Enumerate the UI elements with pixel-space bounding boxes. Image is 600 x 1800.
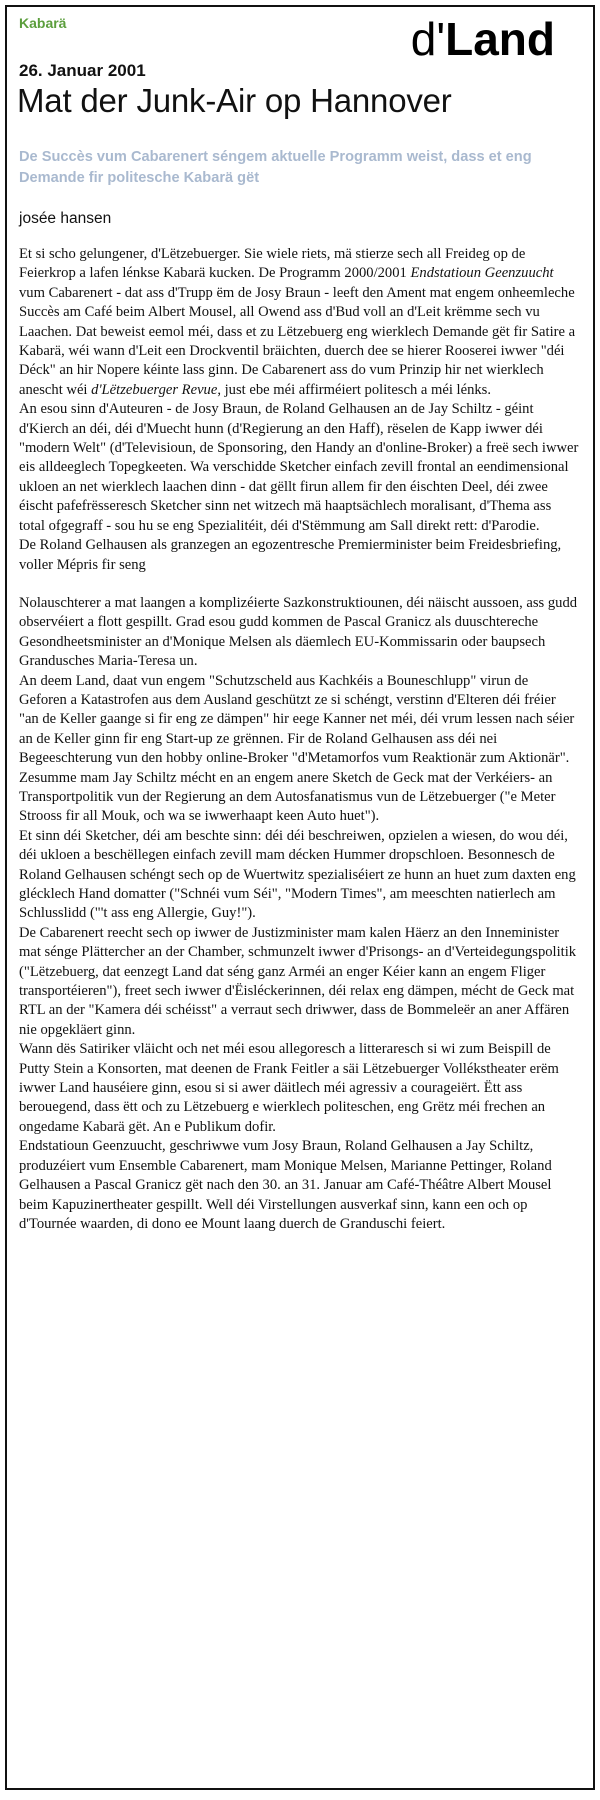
article-headline: Mat der Junk-Air op Hannover <box>17 82 452 119</box>
paragraph-4: Nolauschterer a mat laangen a komplizéierte Sazkonstruktiounen, déi näischt aussoen, ass gudd observéiert a flott gespillt. Grad esou gudd kommen de Pascal Granicz als duuschtereche Gesondheetsminister an d'Monique Melsen als däemlech EU-Kommissarin oder baupsech Grandusches Maria-Teresa un. <box>19 594 578 670</box>
logo-word: Land <box>445 13 555 65</box>
paragraph-1-text-c: , just ebe méi affirméiert politesch a méi lénks. <box>217 381 492 398</box>
paragraph-2: An esou sinn d'Auteuren - de Josy Braun, de Roland Gelhausen an de Jay Schiltz - géint d'Kierch an déi, déi d'Muecht hunn (d'Regierung an den Haff), rëselen de Kapp iwwer déi "modern Welt" (d'Televisioun, de Sponsoring, den Handy an d'online-Broker) a freë sech iwwer eis alldeeglech Topegkeeten. Wa verschidde Sketcher einfach zevill frontal an eendimensional ukloen an net wierklech laachen dinn - dat gëllt firun allem fir den éischten Deel, déi zwee éischt pafefrësseresch Sketcher sinn net witzech mä haaptsächlech moralisant, d'Thema ass total ofgegraff - sou hu se eng Spezialitéit, déi d'Stëmmung am Sall direkt rett: d'Parodie. <box>19 401 579 534</box>
programme-title: Endstatioun Geenzuucht <box>410 265 554 282</box>
paragraph-8: Wann dës Satiriker vläicht och net méi esou allegoresch a litteraresch si wi zum Beispill de Putty Stein a Konsorten, mat deenen de Frank Feitler a säi Lëtzebuerger Vollékstheater erëm iwwer Land hauséiere ginn, esou si si awer däitlech méi agressiv a courageiërt. Ëtt ass berouegend, dass ëtt och zu Lëtzebuerg e wierklech politeschen, eng Grëtz méi frechen an ongedame Kabarä gët. An e Publikum dofir. <box>19 1041 559 1135</box>
revue-title: d'Lëtzebuerger Revue <box>91 381 218 398</box>
article-page <box>5 5 595 1790</box>
logo-prefix: d' <box>410 13 446 65</box>
publication-date: 26. Januar 2001 <box>19 61 146 80</box>
section-kicker: Kabarä <box>19 15 67 31</box>
article-author: josée hansen <box>19 210 112 227</box>
paragraph-1-text-a: Et si scho gelungener, d'Lëtzebuerger. Sie wiele riets, mä stierze sech all Freideg op de Feierkrop a lafen lénkse Kabarä kucken. De Programm 2000/2001 <box>19 246 526 282</box>
paragraph-1 <box>19 245 579 400</box>
paragraph-5: An deem Land, daat vun engem "Schutzscheld aus Kachkéis a Bouneschlupp" virun de Geforen a Katastrofen aus dem Ausland geschützt ze si schéngt, verstinn d'Elteren déi fréier "an de Keller gaange si fir eng ze dämpen" hir eege Kanner net méi, déi vrum lessen nach séier an de Keller ginn fir eng Start-up ze grënnen. Fir de Roland Gelhausen ass déi nei Begeeschterung vun den hobby online-Broker "d'Metamorfos vum Reaktionär zum Aktionär". Zesumme mam Jay Schiltz mécht en an engem anere Sketch de Geck mat der Verkéiers- an Transportpolitik vun der Regierung an dem Autosfanatismus vun de Lëtzebuerger ("e Meter Strooss fir all Mouk, och wa se iwwerhaapt keen Auto huet"). <box>19 672 575 825</box>
paragraph-7: De Cabarenert reecht sech op iwwer de Justizminister mam kalen Häerz an den Inneminister mat sénge Plättercher an der Chamber, schmunzelt iwwer d'Prisongs- an d'Verteidegungspolitik ("Lëtzebuerg, dat eenzegt Land dat séng ganz Arméi an enger Kéier kann an engem Fliger transportéieren"), freet sech iwwer d'Ëisléckerinnen, déi relax eng dämpen, mécht de Geck mat RTL an der "Kamera déi schéisst" a verraut sech driwwer, dass de Bommeleër an aner Affären nie opgekläert ginn. <box>19 924 577 1038</box>
paragraph-9: Endstatioun Geenzuucht, geschriwwe vum Josy Braun, Roland Gelhausen a Jay Schiltz, produzéiert vum Ensemble Cabarenert, mam Monique Melsen, Marianne Pettinger, Roland Gelhausen a Pascal Granicz gët nach den 30. an 31. Januar am Café-Théâtre Albert Mousel beim Kapuzinertheater gespillt. Well déi Virstellungen ausverkaf sinn, kann een och op d'Tournée waarden, di dono ee Mount laang duerch de Granduschi feiert. <box>19 1138 552 1232</box>
paragraph-1-text-b: vum Cabarenert - dat ass d'Trupp ëm de Josy Braun - leeft den Ament mat engem onheemleche Succès am Café beim Albert Mousel, all Owend ass d'Bud voll an d'Leit krëmme sech vu Laachen. Dat beweist eemol méi, dass et zu Lëtzebuerg eng wierklech Demande gët fir Satire a Kabarä, wéi wann d'Leit een Drockventil bräichten, duerch dee se hierer Rooserei iwwer "déi Déck" an hir Nopere kéinte lass ginn. De Cabarenert ass do vum Prinzip hir net wierklech anescht wéi <box>19 284 576 398</box>
paragraph-6: Et sinn déi Sketcher, déi am beschte sinn: déi déi beschreiwen, opzielen a wiesen, do wou déi, déi ukloen a beschëllegen einfach zevill mam décken Hummer dropschloen. Besonnesch de Roland Gelhausen schéngt sech op de Wuertwitz spezialiséiert ze hunn an huet zum daxten eng glécklech Hand domatter ("Schnéi vum Séi", "Modern Times", am meeschten natierlech am Schlusslidd ("'t ass eng Allergie, Guy!"). <box>19 827 576 922</box>
article-body <box>19 245 579 1234</box>
paragraph-3: De Roland Gelhausen als granzegen an egozentresche Premierminister beim Freidesbriefing, voller Mépris fir seng <box>19 537 562 573</box>
publication-logo <box>411 13 555 65</box>
article-subhead: De Succès vum Cabarenert séngem aktuelle Programm weist, dass et eng Demande fir politesche Kabarä gët <box>19 149 532 186</box>
